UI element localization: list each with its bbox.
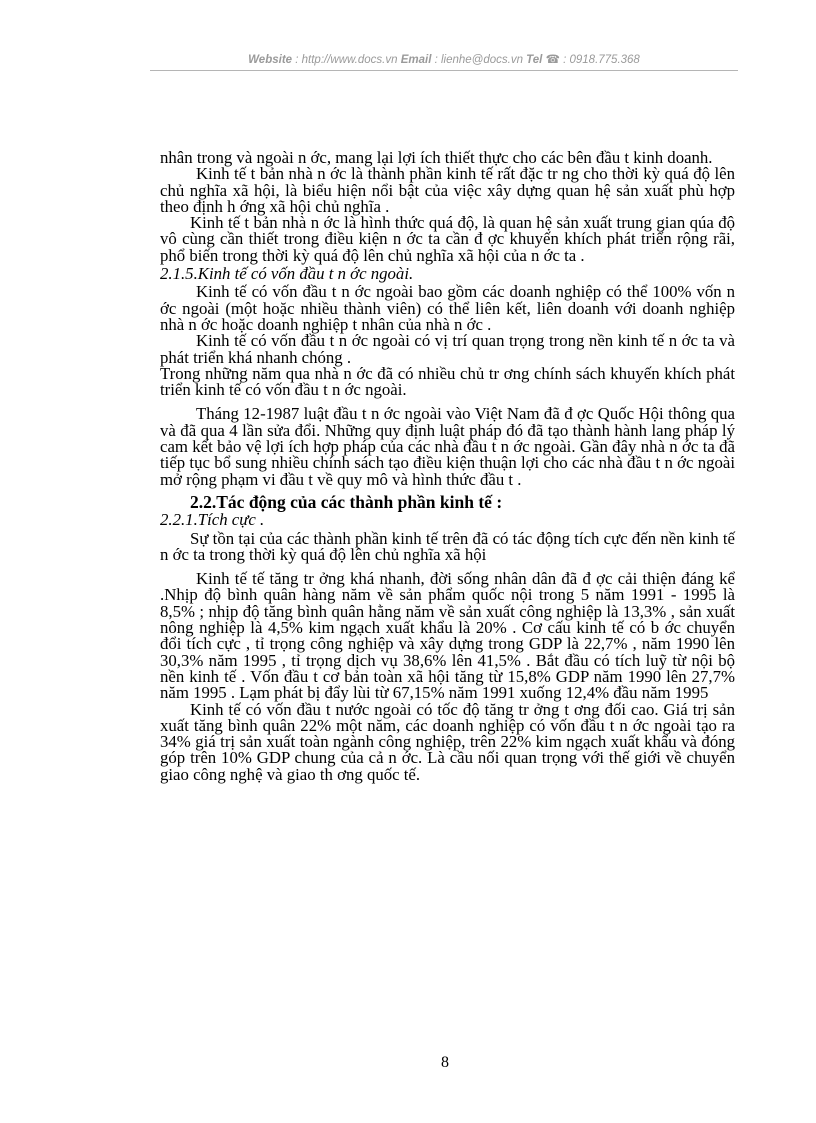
section-heading-2-2-1: 2.2.1.Tích cực . (160, 510, 265, 530)
section-heading-2-2: 2.2.Tác động của các thành phần kinh tế : (190, 491, 503, 512)
tel-label: Tel (526, 54, 543, 66)
paragraph: Kinh tế có vốn đầu t n ớc ngoài có vị trí quan trọng trong nền kinh tế n ớc ta và phát triển khá nhanh chóng . (160, 331, 735, 367)
email-value: : lienhe@docs.vn (431, 54, 527, 66)
paragraph: Kinh tế tế tăng tr ởng khá nhanh, đời sống nhân dân đã đ ợc cải thiện đáng kể .Nhịp độ bình quân hàng năm về sản phẩm quốc nội trong 5 năm 1991 - 1995 là 8,5% ; nhịp độ tăng bình quân hằng năm về sản xuất công nghiệp là 13,3% , sản xuất nông nghiệp là 4,5% kim ngạch xuất khẩu là 20% . Cơ cấu kinh tế có b ớc chuyển đổi tích cực , tỉ trọng công nghiệp và xây dựng trong GDP là 22,7% , năm 1990 lên 30,3% năm 1995 , tỉ trọng dịch vụ 38,6% lên 41,5% . Bắt đầu có tích luỹ từ nội bộ nền kinh tế . Vốn đầu t cơ bản toàn xã hội tăng từ 15,8% GDP năm 1990 lên 27,7% năm 1995 . Lạm phát bị đẩy lùi từ 67,15% năm 1991 xuống 12,4% đầu năm 1995 (160, 569, 735, 703)
paragraph: Kinh tế có vốn đầu t nước ngoài có tốc độ tăng tr ởng t ơng đối cao. Giá trị sản xuất tăng bình quân 22% một năm, các doanh nghiệp có vốn đầu t n ớc ngoài tạo ra 34% giá trị sản xuất toàn ngành công nghiệp, trên 22% kim ngạch xuất khẩu và đóng góp trên 10% GDP chung của cả n ớc. Là cầu nối quan trọng với thế giới về chuyển giao công nghệ và giao th ơng quốc tế. (160, 699, 735, 784)
tel-value: ☎ : 0918.775.368 (542, 54, 640, 66)
website-label: Website (248, 54, 293, 66)
header-rule (150, 70, 738, 71)
page-header (150, 52, 738, 66)
document-body (160, 150, 735, 783)
page-number: 8 (441, 1054, 449, 1071)
paragraph: Kinh tế có vốn đầu t n ớc ngoài bao gồm các doanh nghiệp có thể 100% vốn n ớc ngoài (một hoặc nhiều thành viên) có thể liên kết, liên doanh với doanh nghiệp nhà n ớc hoặc doanh nghiệp t nhân của nhà n ớc . (160, 282, 735, 334)
email-label: Email (400, 54, 432, 66)
paragraph: Sự tồn tại của các thành phần kinh tế trên đã có tác động tích cực đến nền kinh tế n ớc ta trong thời kỳ quá độ lên chủ nghĩa xã hội (160, 528, 735, 564)
paragraph: Tháng 12-1987 luật đầu t n ớc ngoài vào Việt Nam đã đ ợc Quốc Hội thông qua và đã qua 4 lần sửa đổi. Những quy định luật pháp đó đã tạo thành hành lang pháp lý cam kết bảo vệ lợi ích hợp pháp của các nhà đầu t n ớc ngoài. Gần đây nhà n ớc ta đã tiếp tục bổ sung nhiều chính sách tạo điều kiện thuận lợi cho các nhà đầu t n ớc ngoài mở rộng phạm vi đầu t về quy mô và hình thức đầu t . (160, 404, 735, 489)
paragraph: Kinh tế t bản nhà n ớc là thành phần kinh tế rất đặc tr ng cho thời kỳ quá độ lên chủ nghĩa xã hội, là biểu hiện nổi bật của việc xây dựng quan hệ sản xuất phù hợp theo định h ớng xã hội chủ nghĩa . (160, 164, 735, 216)
paragraph: nhân trong và ngoài n ớc, mang lại lợi ích thiết thực cho các bên đầu t kinh doanh. (160, 148, 713, 167)
paragraph: Trong những năm qua nhà n ớc đã có nhiều chủ tr ơng chính sách khuyến khích phát triển kinh tế có vốn đầu t n ớc ngoài. (160, 363, 735, 400)
section-heading-2-1-5: 2.1.5.Kinh tế có vốn đầu t n ớc ngoài. (160, 264, 414, 284)
paragraph: Kinh tế t bản nhà n ớc là hình thức quá độ, là quan hệ sản xuất trung gian qúa độ vô cùng cần thiết trong điều kiện n ớc ta cần đ ợc khuyến khích phát triển rộng rãi, phổ biến trong thời kỳ quá độ lên chủ nghĩa xã hội của n ớc ta . (160, 213, 735, 265)
website-value: : http://www.docs.vn (292, 54, 401, 66)
